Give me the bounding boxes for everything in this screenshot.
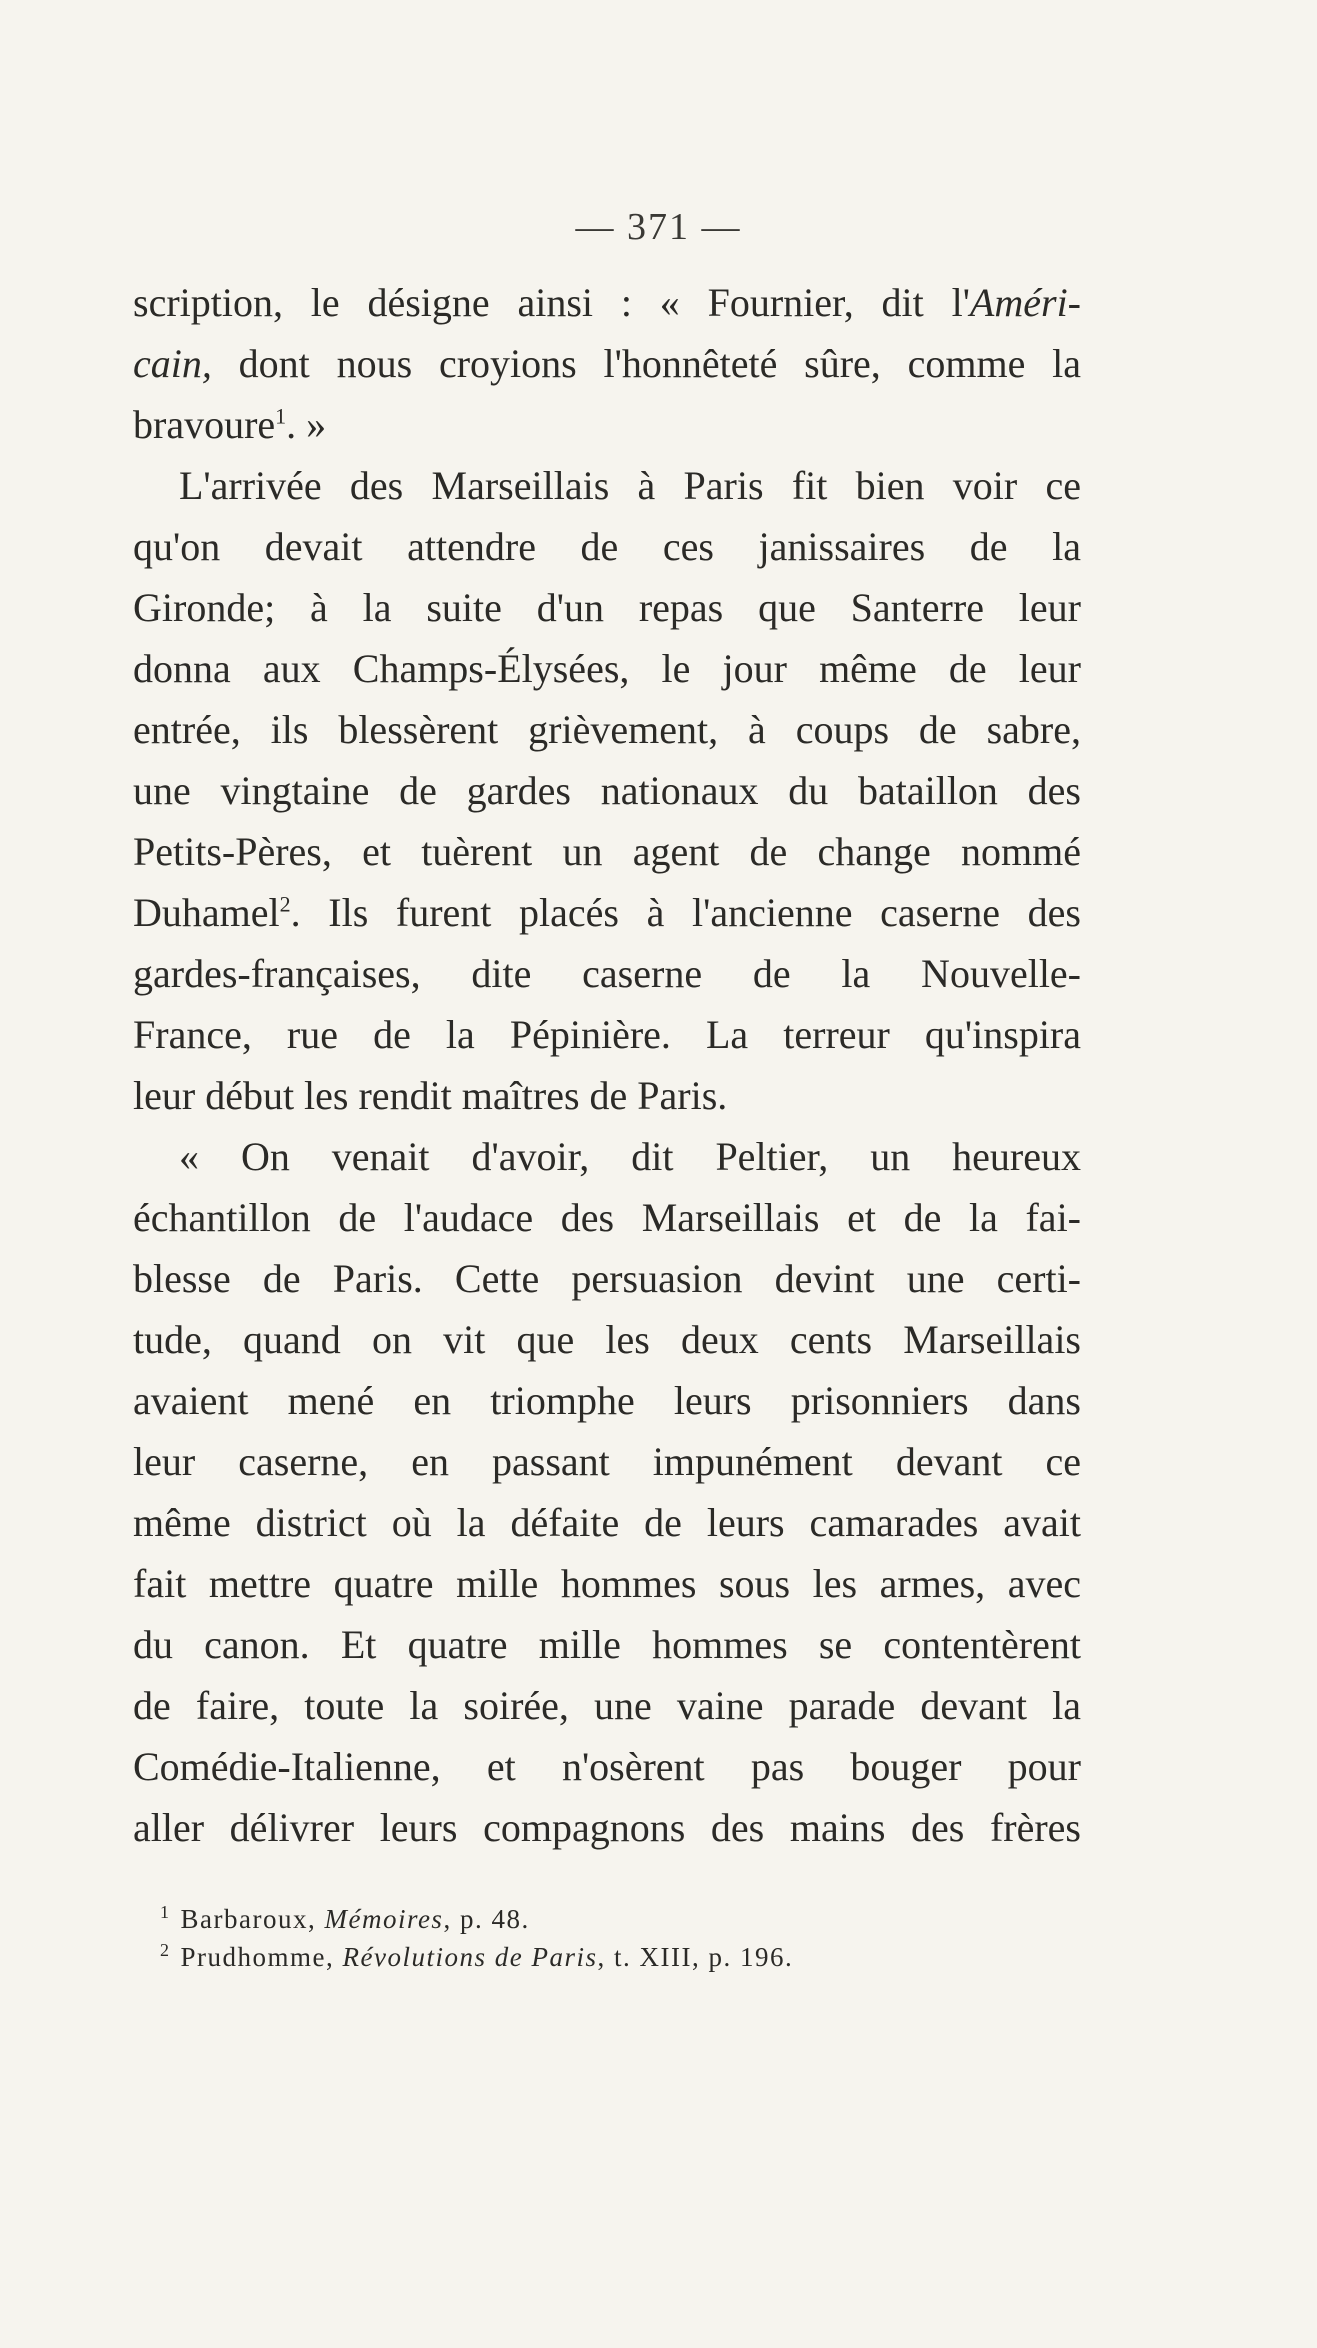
text-segment: avaient mené en triomphe leurs prisonniers dans — [133, 1378, 1081, 1423]
text-segment: , t. XIII, p. 196. — [597, 1942, 794, 1972]
text-line — [133, 455, 1081, 516]
text-segment: Duhamel — [133, 890, 280, 935]
text-line — [133, 1431, 1081, 1492]
text-line — [133, 272, 1081, 333]
text-line — [133, 1736, 1081, 1797]
text-segment: entrée, ils blessèrent grièvement, à coups de sabre, — [133, 707, 1081, 752]
text-segment: du canon. Et quatre mille hommes se contentèrent — [133, 1622, 1081, 1667]
text-line — [133, 1004, 1081, 1065]
italic-text: Améri- — [969, 280, 1081, 325]
text-line — [133, 1370, 1081, 1431]
italic-text: Révolutions de Paris — [342, 1942, 598, 1972]
italic-text: Mémoires — [324, 1904, 444, 1934]
text-line — [133, 943, 1081, 1004]
footnote-mark: 1 — [160, 1902, 171, 1922]
text-segment: L'arrivée des Marseillais à Paris fit bien voir ce — [179, 463, 1081, 508]
text-line — [133, 760, 1081, 821]
text-line — [133, 577, 1081, 638]
text-line — [133, 1797, 1081, 1858]
text-segment: tude, quand on vit que les deux cents Marseillais — [133, 1317, 1081, 1362]
text-segment: gardes-françaises, dite caserne de la Nouvelle- — [133, 951, 1081, 996]
text-segment: . Ils furent placés à l'ancienne caserne des — [290, 890, 1081, 935]
text-segment: France, rue de la Pépinière. La terreur qu'inspira — [133, 1012, 1081, 1057]
text-segment: , p. 48. — [443, 1904, 530, 1934]
text-line — [133, 1126, 1081, 1187]
text-line — [133, 1553, 1081, 1614]
body-text — [133, 272, 1081, 1858]
text-segment: aller délivrer leurs compagnons des mains des frères — [133, 1805, 1081, 1850]
text-segment: leur début les rendit maîtres de Paris. — [133, 1073, 728, 1118]
footnote-reference: 1 — [275, 403, 287, 429]
text-segment: Gironde; à la suite d'un repas que Santerre leur — [133, 585, 1081, 630]
footnote — [160, 1938, 1060, 1976]
text-segment: de faire, toute la soirée, une vaine parade devant la — [133, 1683, 1081, 1728]
text-line — [133, 1065, 1081, 1126]
text-segment: blesse de Paris. Cette persuasion devint une certi- — [133, 1256, 1081, 1301]
text-line — [133, 1675, 1081, 1736]
text-segment: même district où la défaite de leurs camarades avait — [133, 1500, 1081, 1545]
text-line — [133, 333, 1081, 394]
text-line — [133, 1187, 1081, 1248]
text-line — [133, 821, 1081, 882]
text-segment: Barbaroux, — [180, 1904, 325, 1934]
text-segment: qu'on devait attendre de ces janissaires de la — [133, 524, 1081, 569]
footnote-mark: 2 — [160, 1940, 171, 1960]
text-segment: leur caserne, en passant impunément devant ce — [133, 1439, 1081, 1484]
text-line — [133, 394, 1081, 455]
text-segment: Petits-Pères, et tuèrent un agent de change nommé — [133, 829, 1081, 874]
text-line — [133, 699, 1081, 760]
text-segment: . » — [286, 402, 327, 447]
text-segment: donna aux Champs-Élysées, le jour même de leur — [133, 646, 1081, 691]
text-segment: dont nous croyions l'honnêteté sûre, comme la — [211, 341, 1081, 386]
text-line — [133, 882, 1081, 943]
text-segment: « On venait d'avoir, dit Peltier, un heureux — [179, 1134, 1081, 1179]
footnote-reference: 2 — [279, 891, 291, 917]
text-segment: fait mettre quatre mille hommes sous les armes, avec — [133, 1561, 1081, 1606]
text-line — [133, 638, 1081, 699]
text-segment: Comédie-Italienne, et n'osèrent pas bouger pour — [133, 1744, 1081, 1789]
footnotes — [160, 1900, 1060, 1976]
text-segment: échantillon de l'audace des Marseillais et de la fai- — [133, 1195, 1081, 1240]
text-line — [133, 516, 1081, 577]
italic-text: cain, — [133, 341, 212, 386]
text-line — [133, 1309, 1081, 1370]
text-line — [133, 1248, 1081, 1309]
text-segment: scription, le désigne ainsi : « Fournier, dit l' — [133, 280, 970, 325]
text-line — [133, 1614, 1081, 1675]
text-segment: Prudhomme, — [180, 1942, 343, 1972]
text-line — [133, 1492, 1081, 1553]
page-number: — 371 — — [575, 206, 742, 248]
text-segment: bravoure — [133, 402, 276, 447]
footnote — [160, 1900, 1060, 1938]
text-segment: une vingtaine de gardes nationaux du bataillon des — [133, 768, 1081, 813]
